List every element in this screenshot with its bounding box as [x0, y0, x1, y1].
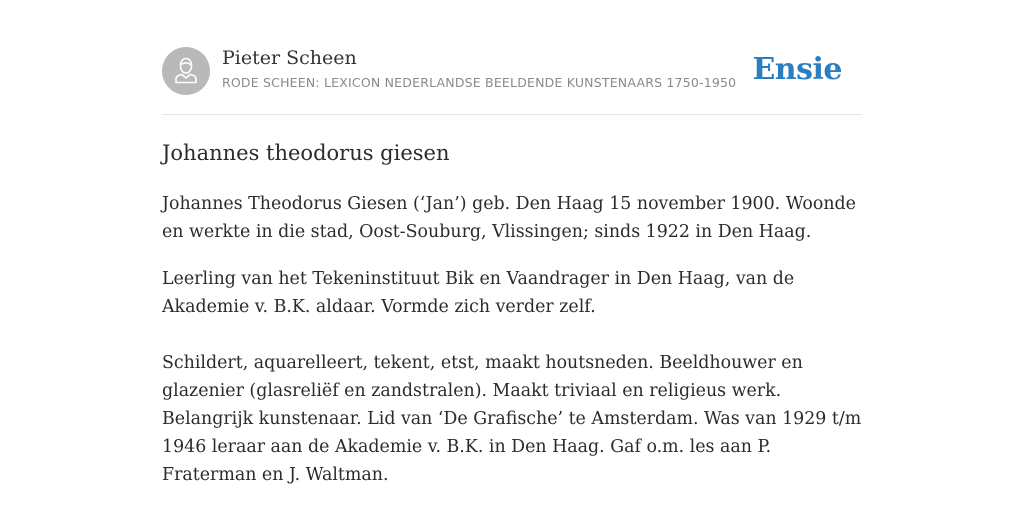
author-name[interactable]: Pieter Scheen: [222, 47, 357, 69]
article-header: [162, 0, 862, 115]
user-avatar-icon[interactable]: [162, 47, 210, 95]
article-body: [162, 190, 864, 489]
article-paragraph: Schildert, aquarelleert, tekent, etst, maakt houtsneden. Beeldhouwer en glazenier (glasreliëf en zandstralen). Maakt triviaal en religieus werk. Belangrijk kunstenaar. Lid van ‘De Grafische’ te Amsterdam. Was van 1929 t/m 1946 leraar aan de Akademie v. B.K. in Den Haag. Gaf o.m. les aan P. Fraterman en J. Waltman.: [162, 353, 862, 485]
ensie-logo[interactable]: Ensie: [752, 52, 842, 87]
article-title: Johannes theodorus giesen: [162, 141, 450, 165]
article-card: [162, 0, 862, 485]
article-paragraph: Johannes Theodorus Giesen (‘Jan’) geb. Den Haag 15 november 1900. Woonde en werkte in die stad, Oost-Souburg, Vlissingen; sinds 1922 in Den Haag.: [162, 194, 856, 242]
source-label[interactable]: RODE SCHEEN: LEXICON NEDERLANDSE BEELDENDE KUNSTENAARS 1750-1950: [222, 75, 737, 90]
article-paragraph: Leerling van het Tekeninstituut Bik en Vaandrager in Den Haag, van de Akademie v. B.K. aldaar. Vormde zich verder zelf.: [162, 269, 795, 317]
